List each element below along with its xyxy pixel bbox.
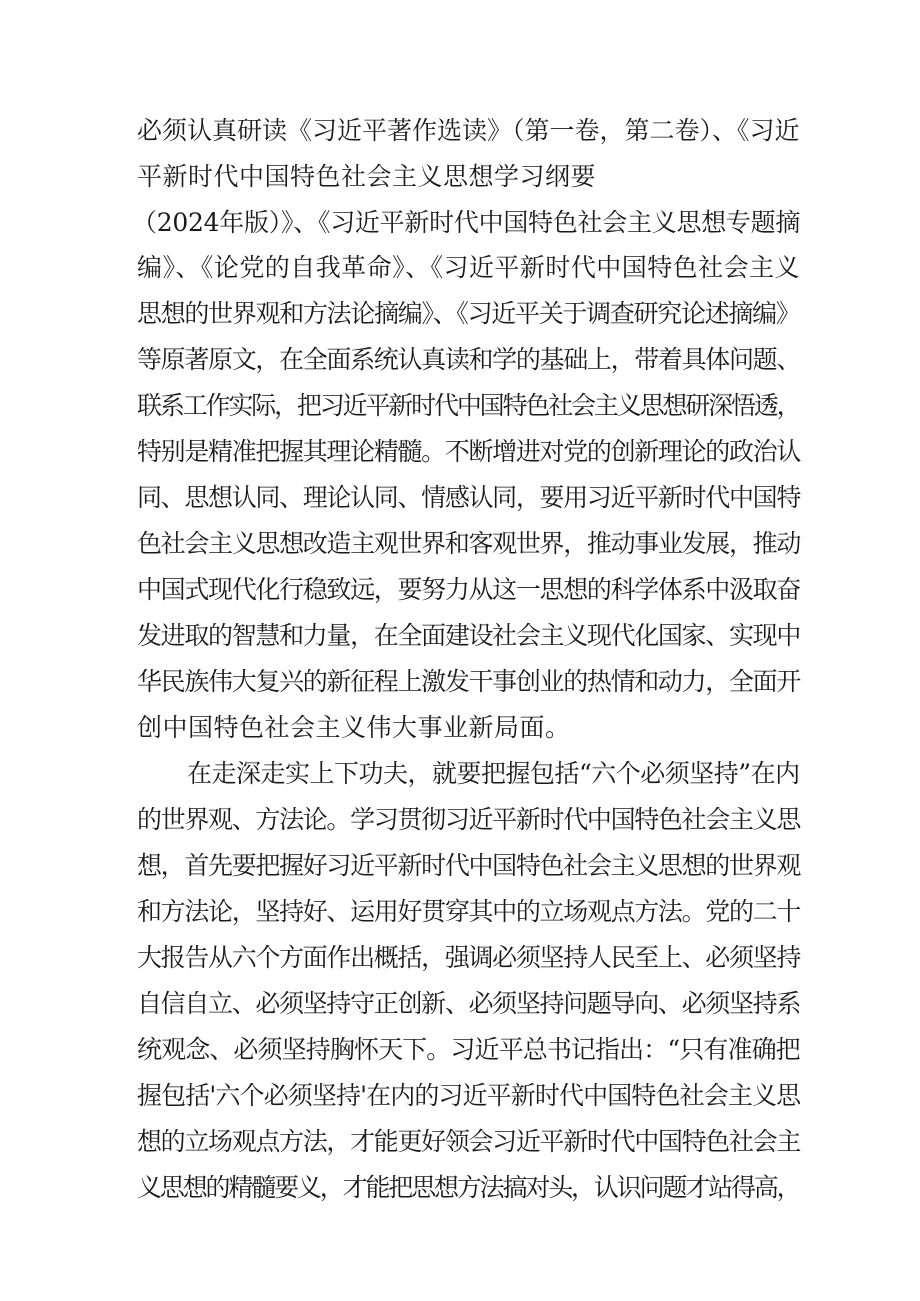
text-line-8: 特别是精准把握其理论精髓。不断增进对党的创新理论的政治认 xyxy=(137,437,801,466)
text-line-21: 统观念、必须坚持胸怀天下。习近平总书记指出：“只有准确把 xyxy=(137,1035,800,1064)
text-line-22: 握包括'六个必须坚持'在内的习近平新时代中国特色社会主义思 xyxy=(137,1081,801,1110)
text-line-6: 等原著原文，在全面系统认真读和学的基础上，带着具体问题、 xyxy=(137,345,801,374)
text-line-12: 发进取的智慧和力量，在全面建设社会主义现代化国家、实现中 xyxy=(137,621,801,650)
text-line-4: 编》、《论党的自我革命》、《习近平新时代中国特色社会主义 xyxy=(137,253,801,282)
text-line-14: 创中国特色社会主义伟大事业新局面。 xyxy=(137,713,571,742)
text-line-13: 华民族伟大复兴的新征程上激发干事创业的热情和动力，全面开 xyxy=(137,667,801,696)
text-line-7: 联系工作实际，把习近平新时代中国特色社会主义思想研深悟透， xyxy=(137,391,800,420)
text-line-2: 平新时代中国特色社会主义思想学习纲要 xyxy=(137,162,597,191)
text-line-17: 想，首先要把握好习近平新时代中国特色社会主义思想的世界观 xyxy=(137,851,801,880)
text-line-11: 中国式现代化行稳致远，要努力从这一思想的科学体系中汲取奋 xyxy=(137,575,801,604)
text-line-20: 自信自立、必须坚持守正创新、必须坚持问题导向、必须坚持系 xyxy=(137,989,801,1018)
text-line-15-indent: 在走深走实上下功夫，就要把握包括“六个必须坚持”在内 xyxy=(187,759,800,788)
text-line-10: 色社会主义思想改造主观世界和客观世界，推动事业发展，推动 xyxy=(137,529,801,558)
text-line-5: 思想的世界观和方法论摘编》、《习近平关于调查研究论述摘编》 xyxy=(137,299,800,328)
text-line-23: 想的立场观点方法，才能更好领会习近平新时代中国特色社会主 xyxy=(137,1127,801,1156)
text-line-18: 和方法论，坚持好、运用好贯穿其中的立场观点方法。党的二十 xyxy=(137,897,801,926)
text-line-16: 的世界观、方法论。学习贯彻习近平新时代中国特色社会主义思 xyxy=(137,805,801,834)
text-line-9: 同、思想认同、理论认同、情感认同，要用习近平新时代中国特 xyxy=(137,483,801,512)
text-line-1: 必须认真研读《习近平著作选读》（第一卷，第二卷）、《习近 xyxy=(137,116,800,145)
text-line-19: 大报告从六个方面作出概括，强调必须坚持人民至上、必须坚持 xyxy=(137,943,801,972)
text-line-3: （2024年版）》、《习近平新时代中国特色社会主义思想专题摘 xyxy=(132,208,801,237)
text-line-24: 义思想的精髓要义，才能把思想方法搞对头，认识问题才站得高， xyxy=(137,1173,800,1202)
